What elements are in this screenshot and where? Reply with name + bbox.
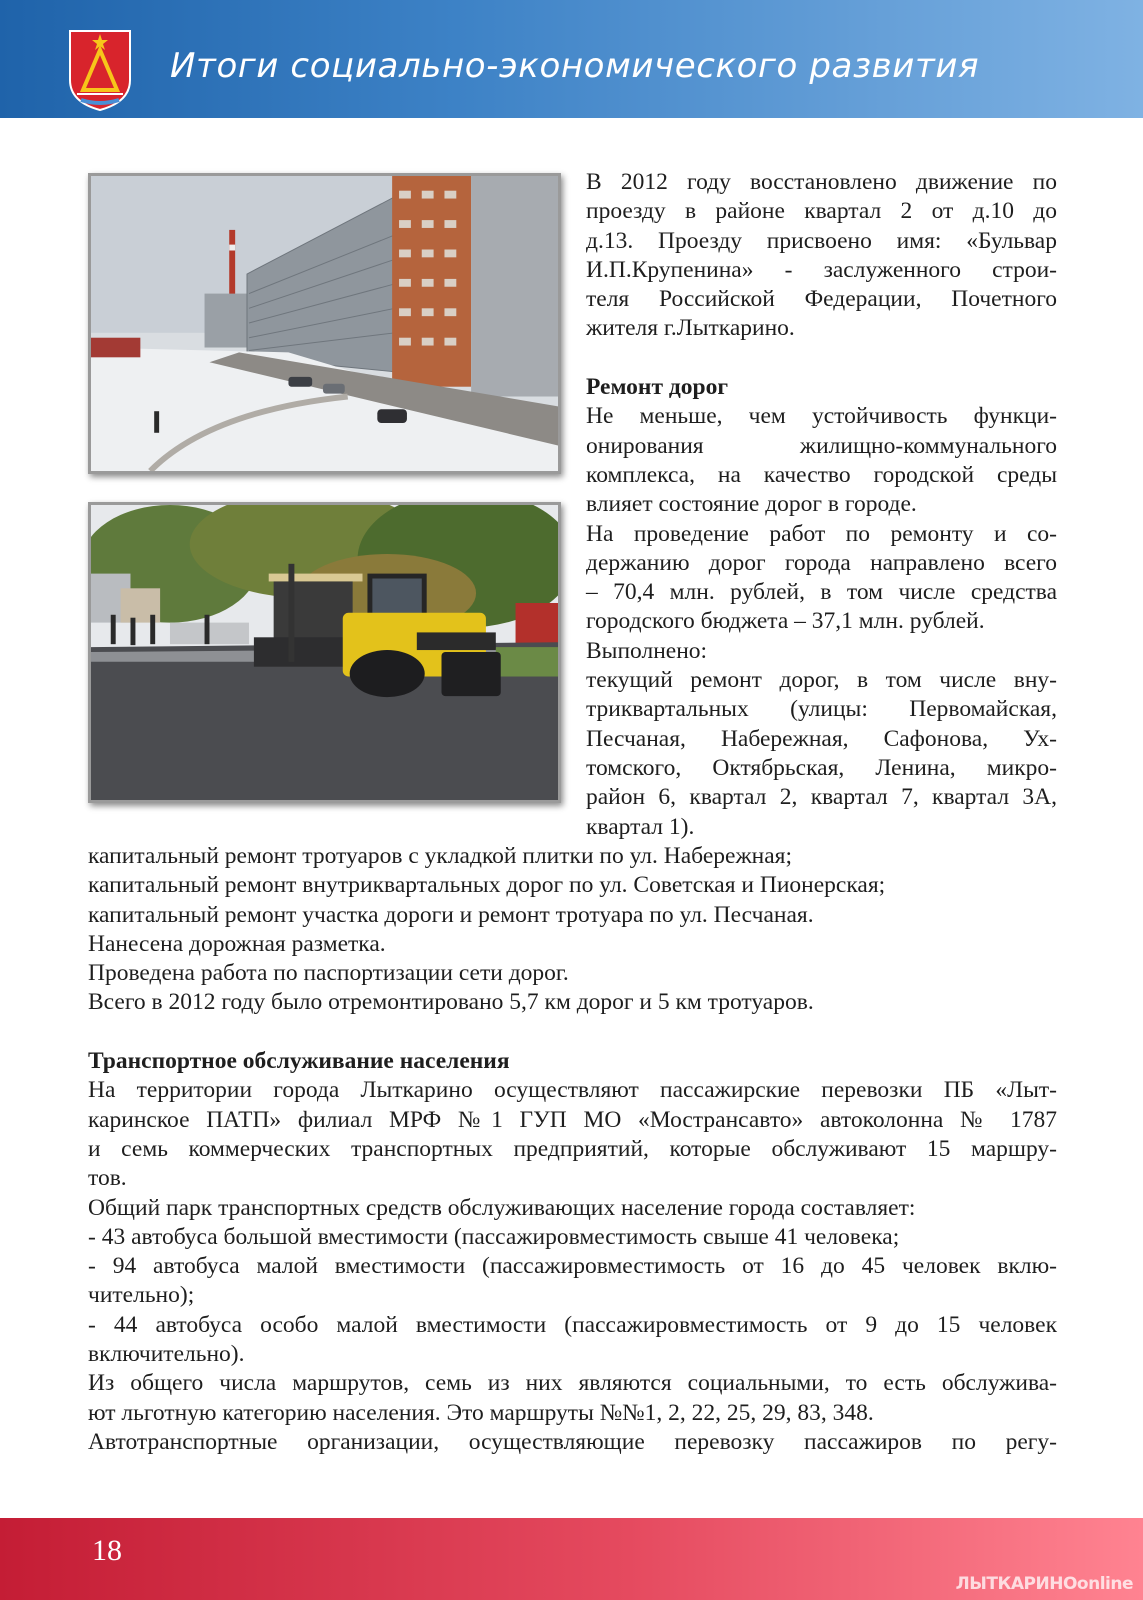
transport-line: Из общего числа маршрутов, семь из них являются социальными, то есть обслужива- — [88, 1370, 1057, 1397]
intro-line: В 2012 году восстановлено движение по — [586, 169, 1057, 195]
roads-line: комплекса, на качество городской среды — [586, 461, 1057, 488]
transport-line: тов. — [88, 1165, 127, 1192]
winter-street-photo — [88, 173, 561, 474]
transport-line: - 43 автобуса большой вместимости (пассажировместимость свыше 41 человека; — [88, 1223, 900, 1250]
roads-line: триквартальных (улицы: Первомайская, — [586, 696, 1057, 723]
transport-line: - 44 автобуса особо малой вместимости (пассажировместимость от 9 до 15 человек — [88, 1311, 1057, 1338]
roads-continued-line: капитальный ремонт тротуаров с укладкой плитки по ул. Набережная; — [88, 843, 793, 869]
transport-line: включительно). — [88, 1341, 245, 1368]
page-footer — [0, 1518, 1143, 1600]
roads-line: онирования жилищно-коммунального — [586, 432, 1057, 459]
road-paving-photo — [88, 502, 561, 803]
full-width-text — [88, 842, 1057, 1457]
transport-line: чительно); — [88, 1282, 195, 1309]
roads-line: влияет состояние дорог в городе. — [586, 491, 917, 518]
transport-line: каринское ПАТП» филиал МРФ №1 ГУП МО «Мострансавто» автоколонна № 1787 — [88, 1106, 1057, 1133]
transport-line: и семь коммерческих транспортных предприятий, которые обслуживают 15 маршру- — [88, 1135, 1057, 1162]
roads-line: район 6, квартал 2, квартал 7, квартал 3А, — [586, 784, 1057, 811]
page-header — [0, 0, 1143, 118]
roads-line: Песчаная, Набережная, Сафонова, Ух- — [586, 725, 1057, 752]
city-coat-of-arms-icon — [67, 28, 133, 112]
intro-line: жителя г.Лыткарино. — [586, 315, 795, 342]
transport-line: ют льготную категорию населения. Это маршруты №№1, 2, 22, 25, 29, 83, 348. — [88, 1399, 874, 1426]
roads-heading: Ремонт дорог — [586, 374, 729, 401]
page-title: Итоги социально-экономического развития — [170, 46, 980, 86]
roads-continued-line: Проведена работа по паспортизации сети дорог. — [88, 960, 569, 987]
roads-line: Выполнено: — [586, 637, 708, 664]
roads-line: Не меньше, чем устойчивость функци- — [586, 403, 1057, 430]
roads-line: – 70,4 млн. рублей, в том числе средства — [586, 579, 1057, 606]
transport-line: На территории города Лыткарино осуществляют пассажирские перевозки ПБ «Лыт- — [88, 1077, 1057, 1104]
roads-continued-line: Всего в 2012 году было отремонтировано 5,7 км дорог и 5 км тротуаров. — [88, 989, 814, 1016]
intro-line: И.П.Крупенина» - заслуженного строи- — [586, 256, 1057, 283]
transport-line: - 94 автобуса малой вместимости (пассажировместимость от 16 до 45 человек вклю- — [88, 1253, 1057, 1280]
intro-line: проезду в районе квартал 2 от д.10 до — [586, 198, 1057, 225]
transport-line: Автотранспортные организации, осуществляющие перевозку пассажиров по регу- — [88, 1428, 1057, 1455]
roads-line: городского бюджета – 37,1 млн. рублей. — [586, 608, 985, 635]
roads-continued-line: капитальный ремонт участка дороги и ремонт тротуара по ул. Песчаная. — [88, 901, 814, 928]
page-number: 18 — [92, 1534, 122, 1567]
roads-line: На проведение работ по ремонту и со- — [586, 520, 1057, 547]
intro-and-roads-column — [586, 168, 1057, 842]
transport-line: Общий парк транспортных средств обслуживающих население города составляет: — [88, 1194, 916, 1221]
roads-line: держанию дорог города направлено всего — [586, 549, 1057, 576]
roads-line: квартал 1). — [586, 813, 695, 840]
roads-continued-line: капитальный ремонт внутриквартальных дорог по ул. Советская и Пионерская; — [88, 872, 886, 899]
intro-line: д.13. Проезду присвоено имя: «Бульвар — [586, 227, 1057, 254]
roads-line: томского, Октябрьская, Ленина, микро- — [586, 754, 1057, 781]
roads-continued-line: Нанесена дорожная разметка. — [88, 930, 386, 957]
roads-line: текущий ремонт дорог, в том числе вну- — [586, 667, 1057, 694]
transport-heading: Транспортное обслуживание населения — [88, 1048, 510, 1075]
site-watermark: ЛЫТКАРИНОonline — [955, 1574, 1133, 1594]
intro-line: теля Российской Федерации, Почетного — [586, 286, 1057, 313]
